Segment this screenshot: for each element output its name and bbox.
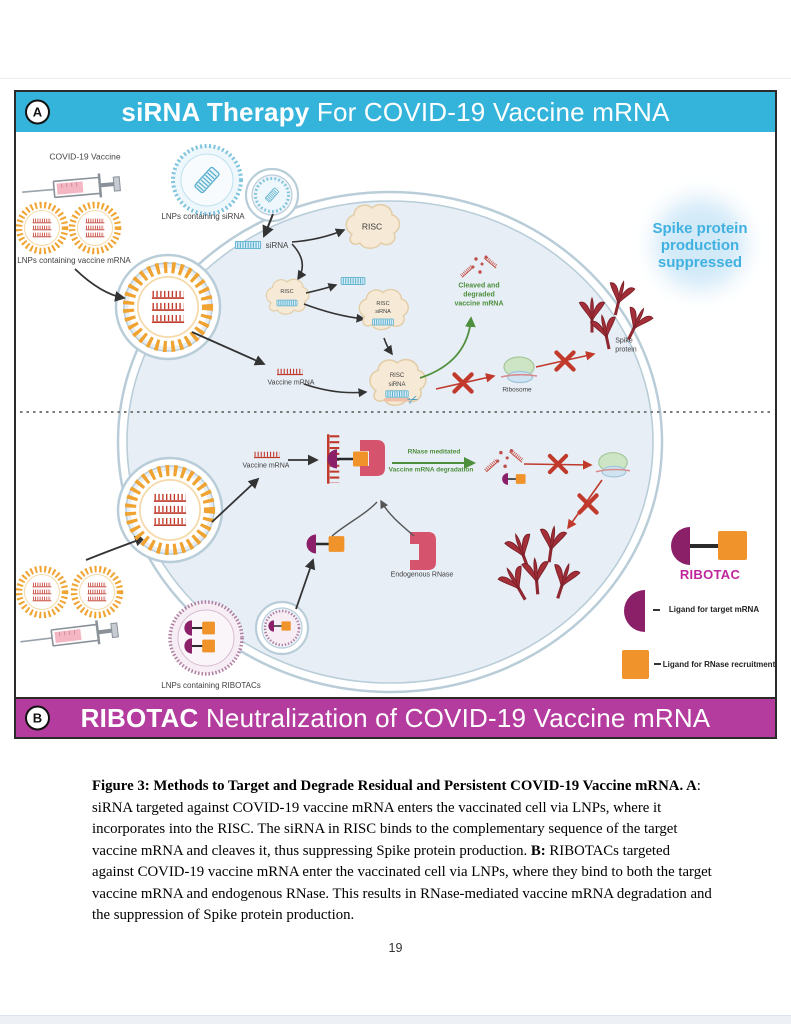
panel-b-badge: B bbox=[25, 706, 50, 731]
ribotac-legend-title: RIBOTAC bbox=[679, 567, 741, 583]
legend-item2-label: Ligand for RNase recruitment bbox=[662, 659, 776, 669]
lnp-membrane-icon-a bbox=[128, 267, 207, 346]
rnase-mediated-label-line1: RNase meditated bbox=[407, 448, 461, 456]
panel-a-title-rest: For COVID-19 Vaccine mRNA bbox=[309, 96, 670, 127]
diagram-area bbox=[16, 132, 775, 697]
suppressed-label-line1: Spike protein bbox=[652, 220, 748, 238]
lnp-vaccine-icon-3 bbox=[19, 569, 65, 615]
vaccine-mrna-label-b: Vaccine mRNA bbox=[242, 462, 290, 470]
lnp-ribotacs-icon bbox=[170, 602, 242, 674]
page-edge-line bbox=[0, 78, 791, 79]
lnps-vaccine-mrna-label: LNPs containing vaccine mRNA bbox=[17, 255, 131, 265]
lnp-vaccine-icon-2 bbox=[72, 205, 118, 251]
spike-protein-label-line1: Spike bbox=[615, 337, 633, 345]
risc-blob-2 bbox=[266, 279, 309, 314]
sirna-bar-icon bbox=[235, 241, 260, 248]
risc-blob-4 bbox=[370, 360, 426, 409]
ribotac-legend-icon bbox=[671, 527, 747, 565]
risc4-label: RISC bbox=[389, 372, 405, 379]
lnps-sirna-label: LNPs containing siRNA bbox=[161, 211, 245, 221]
next-page-edge bbox=[0, 1015, 791, 1024]
panel-a-title bbox=[121, 97, 669, 128]
syringe-icon-b bbox=[19, 618, 119, 654]
sirna-label: siRNA bbox=[265, 240, 289, 250]
lnp-vaccine-icon-1 bbox=[19, 205, 65, 251]
cleaved-label-line1: Cleaved and bbox=[458, 282, 500, 290]
suppressed-glow bbox=[654, 198, 746, 290]
suppressed-label-line3: suppressed bbox=[657, 254, 743, 272]
syringe-icon-a bbox=[21, 172, 121, 204]
cleaved-label-line2: degraded bbox=[463, 291, 495, 299]
lnp-sirna-icon bbox=[173, 146, 241, 214]
panel-a-badge: A bbox=[25, 100, 50, 125]
figure-3-panel bbox=[14, 90, 777, 739]
figure-caption bbox=[92, 776, 712, 927]
risc1-label: RISC bbox=[361, 221, 383, 232]
caption-b-text: RIBOTACs targeted against COVID-19 vaccine mRNA enter the vaccinated cell via LNPs, where they bind to both the target vaccine mRNA and endogenous RNase. This results in RNase-mediated vaccine mRNA degradation and the suppression of Spike protein production. bbox=[92, 842, 712, 923]
rnase-mediated-label-line2: Vaccine mRNA degradation bbox=[388, 466, 474, 474]
suppressed-label-line2: production bbox=[660, 237, 740, 255]
panel-a-banner bbox=[16, 92, 775, 134]
lnp-vaccine-icon-4 bbox=[74, 569, 120, 615]
lnp-membrane-icon-b bbox=[130, 470, 209, 549]
vaccine-mrna-label-a: Vaccine mRNA bbox=[267, 379, 315, 387]
lnp-sirna-membrane-icon bbox=[256, 179, 289, 212]
lnps-ribotacs-label: LNPs containing RIBOTACs bbox=[161, 680, 261, 690]
scissors-icon: ✂ bbox=[405, 390, 421, 409]
risc2-label: RISC bbox=[280, 289, 294, 296]
risc4-sirna-label: siRNA bbox=[388, 381, 406, 388]
caption-a-label: A bbox=[686, 778, 697, 794]
panel-b-title-bold: RIBOTAC bbox=[80, 702, 199, 733]
caption-bold-intro: Figure 3: Methods to Target and Degrade Residual and Persistent COVID-19 Vaccine mRNA. bbox=[92, 778, 687, 794]
panel-a-title-bold: siRNA Therapy bbox=[121, 96, 310, 127]
risc3-label: RISC bbox=[376, 301, 390, 308]
caption-b-label: B: bbox=[530, 842, 546, 859]
lnp-ribotac-membrane-icon bbox=[265, 611, 299, 645]
ribosome-label: Ribosome bbox=[502, 386, 532, 394]
legend-item1-icon bbox=[624, 590, 660, 632]
panel-b-title bbox=[81, 703, 711, 734]
risc-blob-1 bbox=[346, 205, 399, 249]
free-sirna-bar-icon bbox=[341, 278, 365, 285]
risc-blob-3 bbox=[359, 290, 408, 330]
panel-b-title-rest: Neutralization of COVID-19 Vaccine mRNA bbox=[198, 702, 711, 733]
legend-item1-label: Ligand for target mRNA bbox=[668, 604, 760, 614]
covid-vaccine-label: COVID-19 Vaccine bbox=[49, 151, 121, 162]
panel-b-banner bbox=[16, 697, 775, 737]
cleaved-label-line3: vaccine mRNA bbox=[454, 300, 504, 308]
page-number: 19 bbox=[388, 941, 403, 955]
risc3-sirna-label: siRNA bbox=[375, 309, 391, 316]
caption-a-text: : siRNA targeted against COVID-19 vaccine mRNA enters the vaccinated cell via LNPs, where it incorporates into the RISC. The siRNA in RISC binds to the complementary sequence of the target vaccine mRNA and cleaves it, thus suppressing Spike protein production. bbox=[92, 778, 701, 859]
spike-protein-label-line2: protein bbox=[615, 346, 637, 354]
diagram-canvas bbox=[16, 132, 775, 697]
legend-item2-icon bbox=[622, 650, 661, 679]
endogenous-rnase-label: Endogenous RNase bbox=[390, 571, 454, 579]
